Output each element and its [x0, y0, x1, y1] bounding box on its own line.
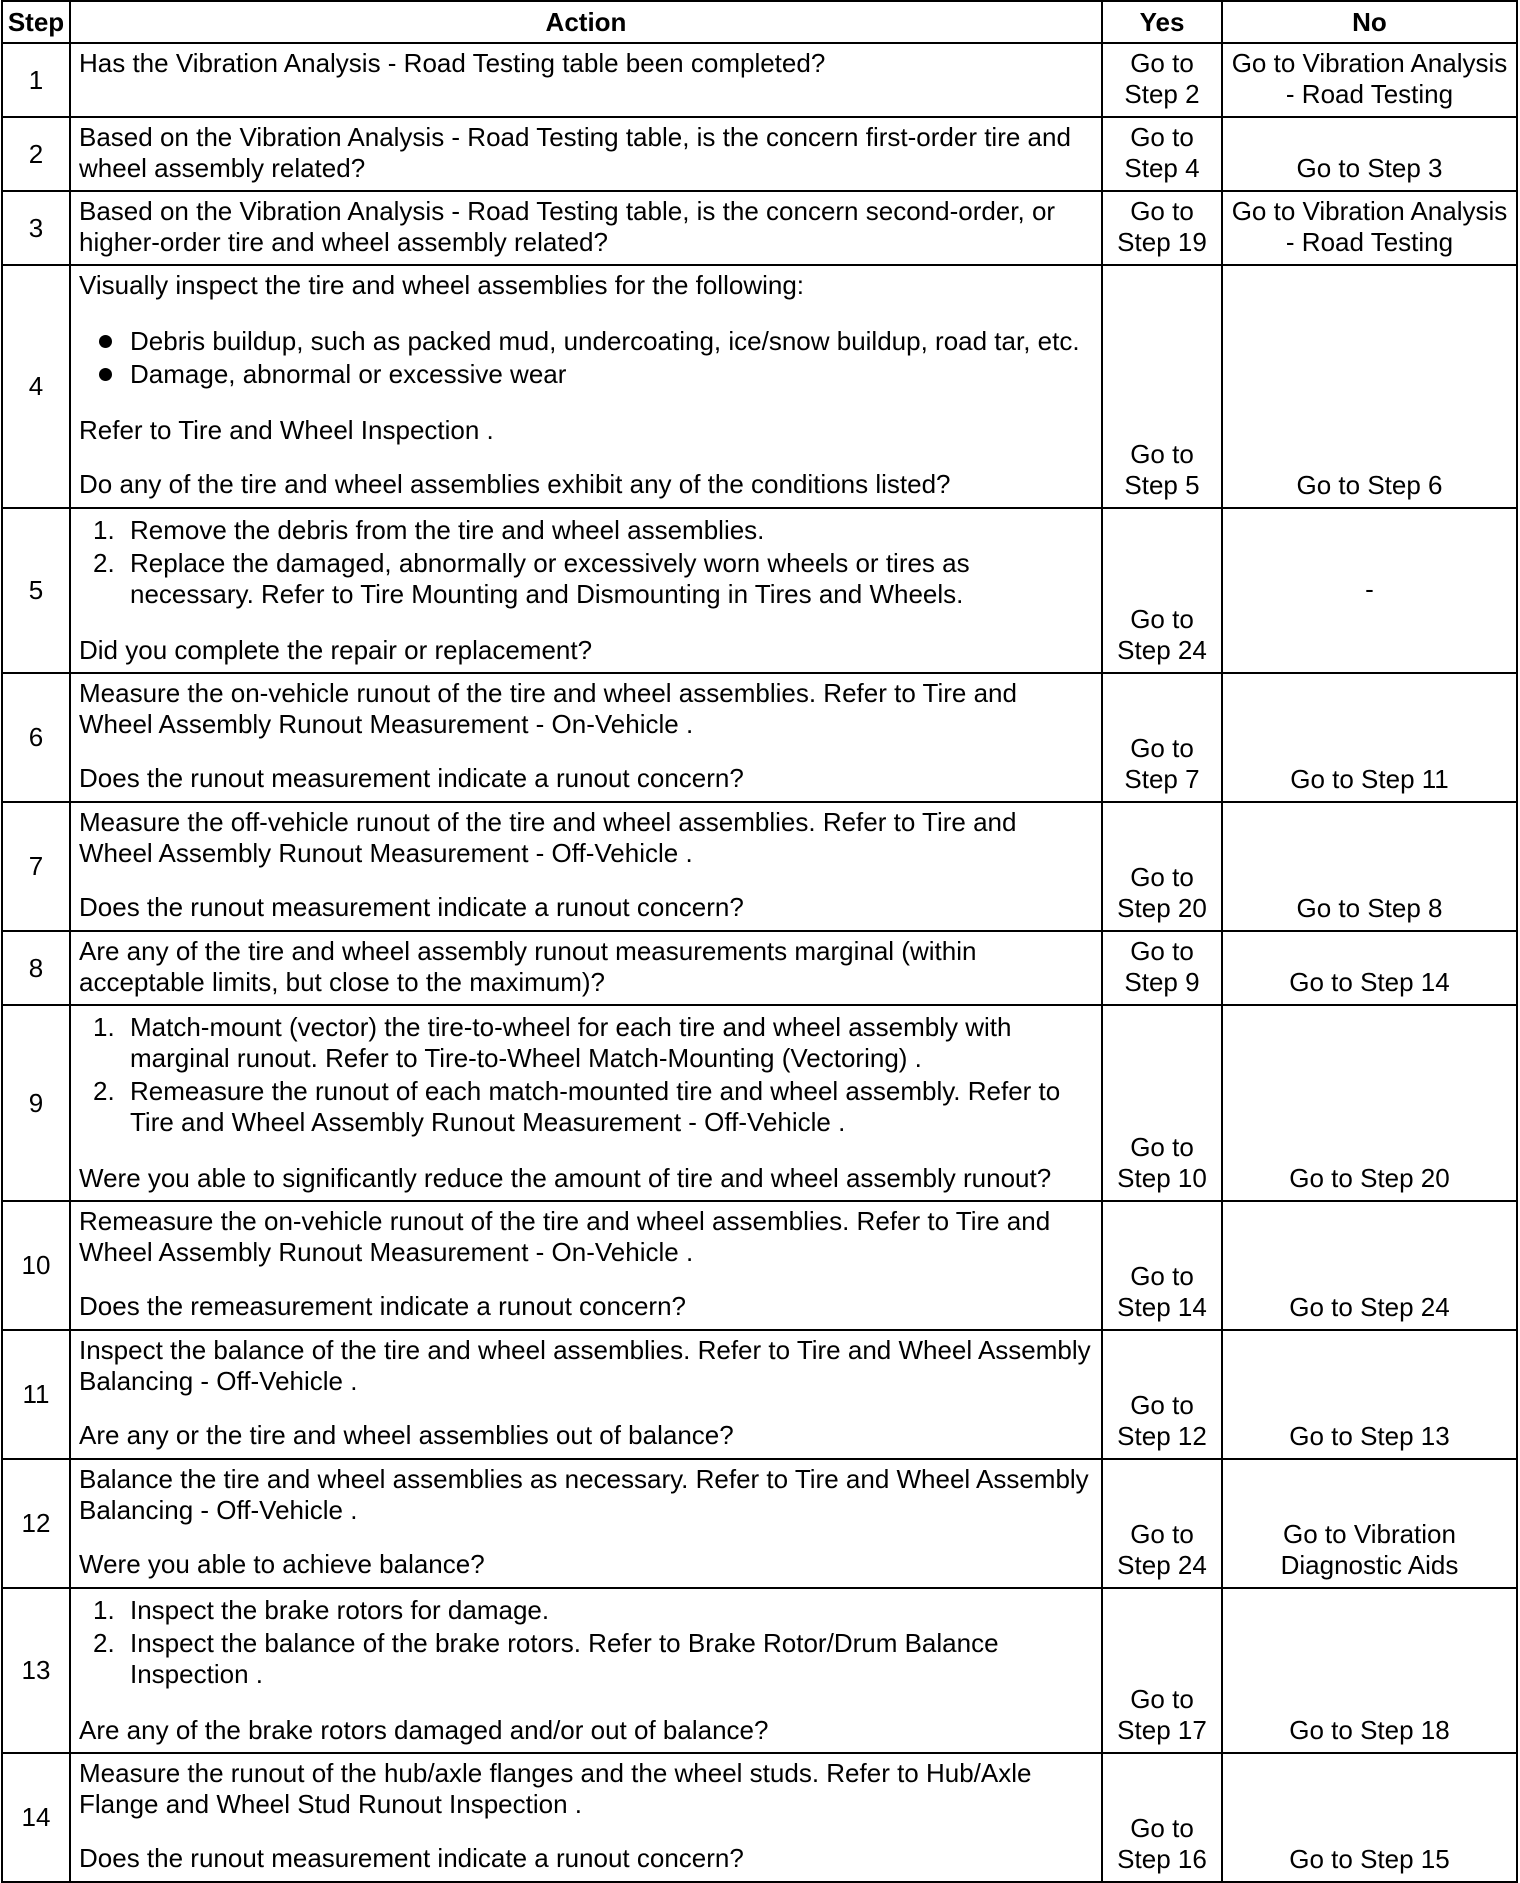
action-text: Balance the tire and wheel assemblies as necessary. Refer to Tire and Wheel Assembly Balancing - Off-Vehicle . [79, 1464, 1089, 1525]
list-number: 1. [93, 515, 115, 545]
table-row [2, 931, 1517, 1005]
list-text: Remove the debris from the tire and wheel assemblies. [130, 515, 765, 545]
question-text: Were you able to significantly reduce the amount of tire and wheel assembly runout? [79, 1163, 1052, 1193]
reference-text: Refer to Tire and Wheel Inspection . [79, 415, 494, 445]
step-number: 2 [2, 117, 70, 191]
action-cell [70, 117, 1102, 191]
action-text: Are any of the tire and wheel assembly runout measurements marginal (within acceptable limits, but close to the maximum)? [79, 936, 977, 997]
action-cell [70, 191, 1102, 265]
action-cell [70, 1201, 1102, 1330]
action-text: Measure the off-vehicle runout of the tire and wheel assemblies. Refer to Tire and Wheel Assembly Runout Measurement - Off-Vehicle . [79, 807, 1017, 868]
step-number: 11 [2, 1330, 70, 1459]
yes-cell: Go to Step 7 [1102, 673, 1222, 802]
action-text: Measure the runout of the hub/axle flanges and the wheel studs. Refer to Hub/Axle Flange and Wheel Stud Runout Inspection . [79, 1758, 1032, 1819]
list-text: Inspect the balance of the brake rotors. Refer to Brake Rotor/Drum Balance Inspection . [130, 1628, 999, 1689]
action-text: Based on the Vibration Analysis - Road Testing table, is the concern first-order tire and wheel assembly related? [79, 122, 1071, 183]
header-action: Action [70, 1, 1102, 43]
list-number: 1. [93, 1595, 115, 1625]
action-cell [70, 43, 1102, 117]
diagnostic-table [1, 0, 1518, 1883]
table-row [2, 1005, 1517, 1201]
question-text: Does the runout measurement indicate a runout concern? [79, 892, 744, 922]
list-item [79, 548, 1097, 610]
no-cell: Go to Step 24 [1222, 1201, 1517, 1330]
no-cell: Go to Step 14 [1222, 931, 1517, 1005]
yes-cell: Go to Step 24 [1102, 1459, 1222, 1588]
no-cell: Go to Step 13 [1222, 1330, 1517, 1459]
table-row [2, 265, 1517, 508]
procedure-list [79, 1595, 1097, 1690]
question-text: Did you complete the repair or replacement? [79, 635, 593, 665]
step-number: 8 [2, 931, 70, 1005]
action-cell [70, 1005, 1102, 1201]
action-cell [70, 1753, 1102, 1882]
list-number: 1. [93, 1012, 115, 1042]
yes-cell: Go to Step 10 [1102, 1005, 1222, 1201]
question-text: Were you able to achieve balance? [79, 1549, 485, 1579]
action-text: Visually inspect the tire and wheel assemblies for the following: [79, 270, 805, 300]
action-cell [70, 802, 1102, 931]
step-number: 1 [2, 43, 70, 117]
yes-cell: Go to Step 14 [1102, 1201, 1222, 1330]
no-cell: Go to Step 8 [1222, 802, 1517, 931]
action-cell [70, 508, 1102, 673]
list-text: Replace the damaged, abnormally or excessively worn wheels or tires as necessary. Refer to Tire Mounting and Dismounting in Tires and Wheels. [130, 548, 970, 609]
table-row [2, 1753, 1517, 1882]
action-cell [70, 1588, 1102, 1753]
action-cell [70, 1330, 1102, 1459]
table-row [2, 802, 1517, 931]
table-row [2, 1459, 1517, 1588]
list-number: 2. [93, 548, 115, 578]
table-row [2, 43, 1517, 117]
header-no: No [1222, 1, 1517, 43]
no-cell: Go to Vibration Diagnostic Aids [1222, 1459, 1517, 1588]
action-text: Remeasure the on-vehicle runout of the tire and wheel assemblies. Refer to Tire and Wheel Assembly Runout Measurement - On-Vehicle . [79, 1206, 1051, 1267]
table-row [2, 673, 1517, 802]
question-text: Does the runout measurement indicate a runout concern? [79, 1843, 744, 1873]
list-item: Damage, abnormal or excessive wear [79, 359, 1097, 390]
step-number: 14 [2, 1753, 70, 1882]
yes-cell: Go to Step 5 [1102, 265, 1222, 508]
yes-cell: Go to Step 24 [1102, 508, 1222, 673]
no-cell: - [1222, 508, 1517, 673]
yes-cell: Go to Step 9 [1102, 931, 1222, 1005]
step-number: 9 [2, 1005, 70, 1201]
list-text: Remeasure the runout of each match-mounted tire and wheel assembly. Refer to Tire and Wheel Assembly Runout Measurement - Off-Vehicle . [130, 1076, 1061, 1137]
list-item [79, 1595, 1097, 1626]
list-number: 2. [93, 1628, 115, 1658]
table-header-row [2, 1, 1517, 43]
step-number: 13 [2, 1588, 70, 1753]
question-text: Are any of the brake rotors damaged and/or out of balance? [79, 1715, 769, 1745]
yes-cell: Go to Step 4 [1102, 117, 1222, 191]
no-cell: Go to Vibration Analysis - Road Testing [1222, 43, 1517, 117]
table-row [2, 508, 1517, 673]
action-cell [70, 673, 1102, 802]
action-text: Has the Vibration Analysis - Road Testing table been completed? [79, 48, 826, 78]
yes-cell: Go to Step 17 [1102, 1588, 1222, 1753]
yes-cell: Go to Step 19 [1102, 191, 1222, 265]
yes-cell: Go to Step 20 [1102, 802, 1222, 931]
step-number: 10 [2, 1201, 70, 1330]
condition-list [79, 326, 1097, 390]
yes-cell: Go to Step 12 [1102, 1330, 1222, 1459]
question-text: Do any of the tire and wheel assemblies exhibit any of the conditions listed? [79, 469, 951, 499]
list-item [79, 515, 1097, 546]
no-cell: Go to Step 15 [1222, 1753, 1517, 1882]
list-text: Match-mount (vector) the tire-to-wheel for each tire and wheel assembly with marginal runout. Refer to Tire-to-Wheel Match-Mounting (Vectoring) . [130, 1012, 1012, 1073]
yes-cell: Go to Step 16 [1102, 1753, 1222, 1882]
action-text: Based on the Vibration Analysis - Road Testing table, is the concern second-order, or higher-order tire and wheel assembly related? [79, 196, 1056, 257]
action-cell [70, 265, 1102, 508]
table-row [2, 117, 1517, 191]
step-number: 5 [2, 508, 70, 673]
action-cell [70, 931, 1102, 1005]
list-item [79, 1076, 1097, 1138]
procedure-list [79, 1012, 1097, 1138]
step-number: 3 [2, 191, 70, 265]
step-number: 6 [2, 673, 70, 802]
action-text: Inspect the balance of the tire and wheel assemblies. Refer to Tire and Wheel Assembly Balancing - Off-Vehicle . [79, 1335, 1091, 1396]
question-text: Does the remeasurement indicate a runout concern? [79, 1291, 687, 1321]
no-cell: Go to Step 6 [1222, 265, 1517, 508]
step-number: 4 [2, 265, 70, 508]
yes-cell: Go to Step 2 [1102, 43, 1222, 117]
no-cell: Go to Vibration Analysis - Road Testing [1222, 191, 1517, 265]
no-cell: Go to Step 18 [1222, 1588, 1517, 1753]
list-number: 2. [93, 1076, 115, 1106]
table-row [2, 1330, 1517, 1459]
action-cell [70, 1459, 1102, 1588]
table-row [2, 1201, 1517, 1330]
no-cell: Go to Step 20 [1222, 1005, 1517, 1201]
table-row [2, 191, 1517, 265]
list-item [79, 1628, 1097, 1690]
list-item: Debris buildup, such as packed mud, undercoating, ice/snow buildup, road tar, etc. [79, 326, 1097, 357]
header-yes: Yes [1102, 1, 1222, 43]
header-step: Step [2, 1, 70, 43]
table-row [2, 1588, 1517, 1753]
question-text: Are any or the tire and wheel assemblies out of balance? [79, 1420, 734, 1450]
list-text: Inspect the brake rotors for damage. [130, 1595, 550, 1625]
no-cell: Go to Step 11 [1222, 673, 1517, 802]
list-item [79, 1012, 1097, 1074]
step-number: 12 [2, 1459, 70, 1588]
action-text: Measure the on-vehicle runout of the tire and wheel assemblies. Refer to Tire and Wheel Assembly Runout Measurement - On-Vehicle . [79, 678, 1017, 739]
no-cell: Go to Step 3 [1222, 117, 1517, 191]
procedure-list [79, 515, 1097, 610]
question-text: Does the runout measurement indicate a runout concern? [79, 763, 744, 793]
step-number: 7 [2, 802, 70, 931]
